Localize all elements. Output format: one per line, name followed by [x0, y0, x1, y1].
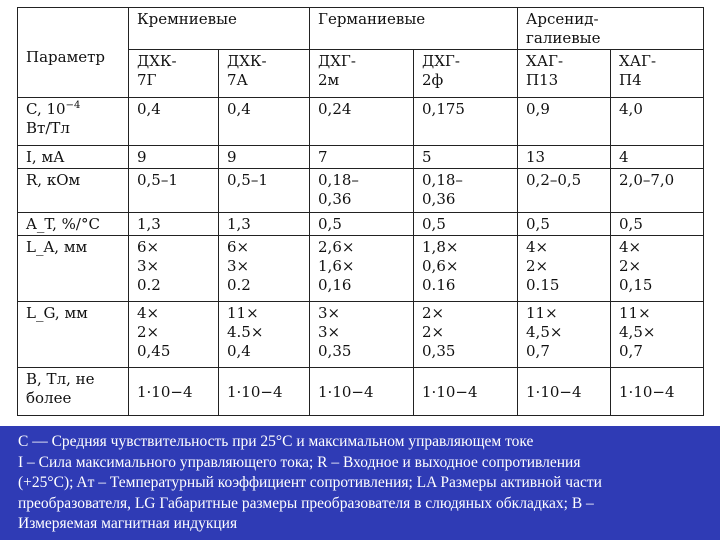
param-name: R, кОм — [26, 171, 81, 189]
value-cell: 4× 2× 0,45 — [129, 302, 219, 368]
value-cell: 1,3 — [219, 213, 310, 236]
value-cell: 0,18– 0,36 — [414, 169, 518, 213]
value-cell: 0,5 — [518, 213, 611, 236]
value-cell: 1·10−4 — [518, 368, 611, 416]
note-line: преобразователя, LG Габаритные размеры преобразователя в слюдяных обкладках; B – — [18, 494, 594, 512]
param-name: L_G, мм — [26, 304, 88, 322]
value-cell: 11× 4,5× 0,7 — [518, 302, 611, 368]
value-cell: 0,175 — [414, 98, 518, 146]
parameters-table — [17, 7, 704, 416]
value-cell: 0,5 — [611, 213, 704, 236]
value-cell: 6× 3× 0.2 — [129, 236, 219, 302]
value-cell: 5 — [414, 146, 518, 169]
param-header-cell — [18, 8, 129, 98]
param-name: A_T, %/°C — [26, 215, 100, 233]
value-cell: 2,0–7,0 — [611, 169, 704, 213]
value-cell: 0,18– 0,36 — [310, 169, 414, 213]
value-cell: 4× 2× 0.15 — [518, 236, 611, 302]
param-cell — [18, 302, 129, 368]
value-cell: 0,2–0,5 — [518, 169, 611, 213]
param-cell — [18, 213, 129, 236]
value-cell: 2,6× 1,6× 0,16 — [310, 236, 414, 302]
param-cell — [18, 146, 129, 169]
value-cell: 2× 2× 0,35 — [414, 302, 518, 368]
param-cell — [18, 236, 129, 302]
value-cell: 9 — [219, 146, 310, 169]
param-header: Параметр — [26, 47, 106, 66]
value-cell: 4,0 — [611, 98, 704, 146]
value-cell: 0,5–1 — [219, 169, 310, 213]
value-cell: 0,5–1 — [129, 169, 219, 213]
param-cell — [18, 98, 129, 146]
note-line: C — Средняя чувствительность при 25°C и максимальном управляющем токе — [18, 433, 534, 450]
value-cell: 3× 3× 0,35 — [310, 302, 414, 368]
value-cell: 0,4 — [219, 98, 310, 146]
parameters-table-container — [17, 7, 704, 416]
device-header: ДХГ- 2ф — [414, 50, 518, 98]
value-cell: 11× 4,5× 0,7 — [611, 302, 704, 368]
value-cell: 1·10−4 — [310, 368, 414, 416]
group-header-germanium: Германиевые — [310, 8, 518, 50]
value-cell: 0,4 — [129, 98, 219, 146]
param-cell — [18, 169, 129, 213]
device-header: ДХГ- 2м — [310, 50, 414, 98]
param-name: C, 10 — [26, 100, 66, 118]
param-cell — [18, 368, 129, 416]
value-cell: 0,9 — [518, 98, 611, 146]
group-header-gaas: Арсенид- галиевые — [518, 8, 704, 50]
table-row — [18, 146, 704, 169]
value-cell: 0,5 — [414, 213, 518, 236]
group-header-silicon: Кремниевые — [129, 8, 310, 50]
table-row — [18, 302, 704, 368]
value-cell: 1·10−4 — [219, 368, 310, 416]
value-cell: 0,5 — [310, 213, 414, 236]
table-body — [18, 98, 704, 416]
value-cell: 1·10−4 — [414, 368, 518, 416]
table-row — [18, 368, 704, 416]
device-header: ХАГ- П4 — [611, 50, 704, 98]
value-cell: 6× 3× 0.2 — [219, 236, 310, 302]
value-cell: 7 — [310, 146, 414, 169]
note-line: I – Сила максимального управляющего тока; R – Входное и выходное сопротивления — [18, 453, 581, 471]
value-cell: 1,3 — [129, 213, 219, 236]
device-header: ДХК- 7А — [219, 50, 310, 98]
value-cell: 4× 2× 0,15 — [611, 236, 704, 302]
param-name: B, Тл, не более — [26, 370, 95, 407]
table-row — [18, 236, 704, 302]
note-line: (+25°C); Aт – Температурный коэффициент сопротивления; LA Размеры активной части — [18, 474, 602, 491]
value-cell: 13 — [518, 146, 611, 169]
value-cell: 1·10−4 — [129, 368, 219, 416]
value-cell: 4 — [611, 146, 704, 169]
table-row — [18, 169, 704, 213]
param-name: I, мА — [26, 148, 65, 166]
param-exponent: −4 — [65, 100, 81, 111]
value-cell: 0,24 — [310, 98, 414, 146]
legend-note — [0, 426, 720, 540]
table-row — [18, 213, 704, 236]
param-name: L_A, мм — [26, 238, 88, 256]
value-cell: 1·10−4 — [611, 368, 704, 416]
note-line: Измеряемая магнитная индукция — [18, 515, 238, 532]
table-row — [18, 98, 704, 146]
value-cell: 11× 4.5× 0,4 — [219, 302, 310, 368]
device-header: ДХК- 7Г — [129, 50, 219, 98]
param-unit: Вт/Тл — [26, 119, 70, 137]
value-cell: 9 — [129, 146, 219, 169]
value-cell: 1,8× 0,6× 0.16 — [414, 236, 518, 302]
device-header: ХАГ- П13 — [518, 50, 611, 98]
